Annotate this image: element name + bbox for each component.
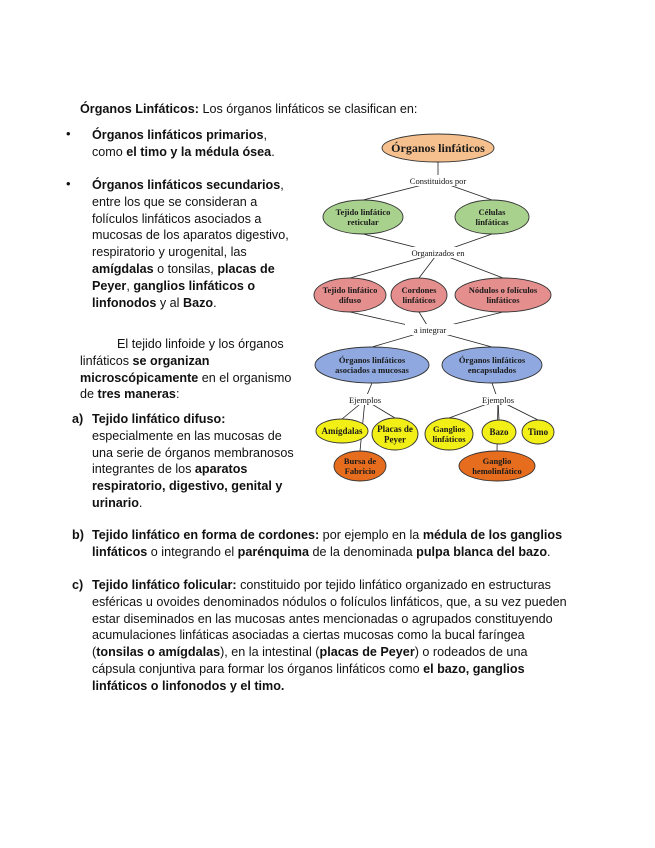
node-label: reticular (347, 216, 379, 227)
text-segment: ) o rodeados de una (414, 645, 528, 660)
text-line (92, 594, 567, 611)
node-label: Nódulos o folículos (468, 284, 538, 295)
bold-text: urinario (92, 496, 139, 510)
text-line (92, 577, 551, 594)
text-line (92, 678, 284, 695)
diagram-node-bursa (334, 451, 386, 481)
bold-text: el bazo, ganglios (423, 662, 525, 676)
bold-text: linfonodos (92, 295, 157, 310)
node-label: Órganos linfáticos (458, 354, 526, 365)
node-label: Órganos linfáticos (391, 141, 485, 156)
text-line (92, 461, 247, 478)
diagram-node-root (382, 134, 494, 162)
text-segment: El tejido linfoide y los órganos (117, 337, 284, 351)
text-segment: . (138, 496, 143, 510)
bold-text: amígdalas (92, 262, 154, 276)
text-line (117, 336, 284, 353)
text-segment: por ejemplo en la (319, 528, 423, 542)
text-segment: ( (92, 645, 97, 660)
item-label: b) (72, 528, 84, 542)
lymphatic-organs-diagram (310, 128, 565, 483)
text-segment: y al (156, 295, 183, 310)
node-label: encapsulados (467, 364, 517, 375)
text-line (92, 127, 267, 144)
connector-label-ejemplos2: Ejemplos (481, 395, 515, 405)
text-segment: . (213, 295, 217, 310)
diagram-node-hemolinfatico (459, 451, 535, 481)
diagram-node-reticular (323, 200, 403, 234)
diagram-node-cordones (391, 278, 447, 312)
text-line (80, 386, 179, 403)
node-label: Fabricio (344, 465, 376, 476)
text-line (92, 627, 525, 644)
text-segment: constituido por tejido linfático organizado en estructuras (236, 578, 551, 592)
text-segment: estar diseminados en las mucosas antes mencionadas o agrupados constituyendo (92, 611, 553, 626)
text-line (92, 644, 527, 661)
node-label: linfáticas (475, 216, 509, 227)
diagram-node-ganglios (425, 418, 473, 450)
text-line (92, 611, 553, 628)
node-label: Tejido linfático (335, 206, 391, 217)
bold-text: Tejido linfático folicular: (92, 578, 237, 592)
text-line (92, 445, 294, 462)
node-label: Órganos linfáticos (338, 354, 406, 365)
node-label: Ganglio (482, 455, 512, 466)
text-segment: , (280, 178, 284, 192)
node-label: linfáticos (486, 294, 520, 305)
text-line (92, 211, 261, 228)
item-label: a) (72, 412, 84, 426)
node-label: difuso (338, 294, 362, 305)
text-segment: especialmente en las mucosas de (92, 428, 282, 443)
bold-text: Bazo (182, 295, 214, 310)
bullet-dot: • (66, 176, 71, 191)
diagram-node-amigdalas (316, 419, 368, 443)
text-line (92, 144, 275, 161)
text-segment: , (126, 278, 134, 293)
text-line (92, 661, 525, 678)
text-segment: como (92, 144, 127, 159)
connector-label-integrar: a integrar (413, 325, 447, 335)
text-line (92, 177, 284, 194)
text-line (92, 544, 551, 561)
bold-text: pulpa blanca del bazo (416, 544, 548, 559)
bold-text: el timo y la médula ósea (126, 144, 272, 159)
node-label: Células (478, 206, 506, 217)
diagram-node-asociados (315, 347, 429, 383)
node-label: linfáticos (432, 433, 466, 444)
text-segment: de la denominada (309, 544, 417, 559)
bold-text: placas de Peyer (319, 645, 415, 660)
text-segment: de (80, 387, 98, 402)
diagram-node-celulas (455, 200, 529, 234)
bold-text: respiratorio, digestivo, genital y (92, 479, 283, 494)
text-segment: . (547, 544, 551, 559)
text-line (92, 428, 282, 445)
text-segment: . (271, 144, 275, 159)
node-label: linfáticos (402, 294, 436, 305)
node-label: hemolinfático (472, 465, 522, 476)
text-line (92, 411, 225, 428)
text-line (92, 261, 275, 278)
bold-text: Peyer (92, 278, 127, 293)
text-line (80, 353, 209, 370)
bold-text: linfáticos o linfonodos y el timo. (92, 678, 285, 693)
text-line (92, 227, 289, 244)
text-line (92, 194, 257, 211)
text-line (80, 370, 291, 387)
text-line (92, 295, 217, 312)
text-line (92, 495, 142, 512)
diagram-node-encapsulados (442, 347, 542, 383)
text-segment: , (263, 128, 267, 142)
text-segment: linfáticos (80, 353, 133, 368)
text-segment: ), en la intestinal ( (220, 645, 320, 660)
bold-text: Órganos linfáticos secundarios (92, 178, 281, 192)
diagram-nodes (314, 134, 554, 481)
diagram-node-bazo (482, 420, 516, 444)
bold-text: Órganos linfáticos primarios (92, 128, 264, 142)
text-segment: respiratorio y urogenital, las (92, 245, 247, 260)
bold-text: Tejido linfático en forma de cordones: (92, 528, 320, 542)
node-label: Placas de (377, 423, 413, 434)
text-segment: una serie de órganos membranosos (92, 445, 294, 460)
node-label: Tejido linfático (322, 284, 378, 295)
node-label: Ganglios (432, 423, 466, 434)
text-line (92, 527, 562, 544)
text-segment: cápsula conjuntiva para formar los órganos linfáticos como (92, 662, 424, 676)
text-line (92, 278, 255, 295)
bold-text: placas de (217, 262, 275, 276)
node-label: Amígdalas (321, 426, 363, 437)
heading-line (80, 101, 417, 118)
text-segment: esféricas u ovoides denominados nódulos o folículos linfáticos, que, a su vez pueden (92, 594, 567, 609)
bold-text: tres maneras (97, 387, 176, 402)
text-segment: entre los que se consideran a (92, 194, 258, 209)
node-label: Bazo (489, 427, 509, 438)
bold-text: microscópicamente (80, 370, 199, 385)
diagram-node-timo (522, 420, 554, 444)
text-segment: acumulaciones linfáticas asociadas a ciertas mucosas como la bucal faríngea (92, 628, 525, 643)
text-segment: o tonsilas, (153, 262, 218, 276)
node-label: Bursa de (343, 455, 377, 466)
bullet-dot: • (66, 126, 71, 141)
bold-text: parénquima (237, 544, 310, 559)
text-line (92, 478, 282, 495)
bold-text: ganglios linfáticos o (133, 278, 256, 293)
text-segment: o integrando el (147, 544, 238, 559)
text-segment: : (175, 387, 180, 402)
bold-text: Tejido linfático difuso: (92, 412, 226, 426)
text-line (92, 244, 247, 261)
bold-text: aparatos (194, 462, 248, 477)
heading-rest: Los órganos linfáticos se clasifican en: (198, 102, 418, 116)
connector-label-ejemplos1: Ejemplos (348, 395, 382, 405)
text-segment: en el organismo (198, 370, 292, 385)
bold-text: linfáticos (92, 544, 148, 559)
heading-title: Órganos Linfáticos: (80, 102, 199, 116)
bold-text: médula de los ganglios (422, 528, 563, 542)
node-label: Peyer (384, 434, 406, 445)
node-label: Timo (527, 427, 549, 438)
text-segment: mucosas de los aparatos digestivo, (92, 228, 289, 243)
bold-text: se organizan (132, 353, 210, 368)
node-label: Cordones (401, 284, 437, 295)
diagram-node-placas (372, 418, 418, 450)
node-label: asociados a mucosas (335, 364, 409, 375)
diagram-node-difuso (314, 278, 386, 312)
text-segment: integrantes de los (92, 462, 195, 477)
diagram-node-nodulos (455, 278, 551, 312)
connector-label-constituidos: Constituidos por (409, 176, 467, 186)
connector-label-organizados: Organizados en (411, 248, 465, 258)
item-label: c) (72, 578, 84, 592)
bold-text: tonsilas o amígdalas (96, 645, 221, 660)
text-segment: folículos linfáticos asociados a (92, 211, 262, 226)
